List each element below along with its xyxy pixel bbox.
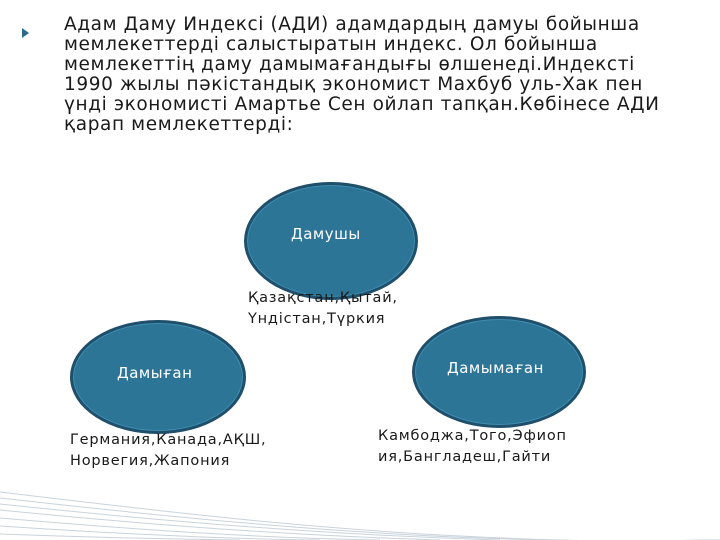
caption-line: Германия,Канада,АҚШ,: [70, 432, 267, 448]
developed-label: Дамыған: [117, 364, 193, 382]
paragraph-line: мемлекеттің даму дамымағандығы өлшенеді.Индексті: [64, 54, 635, 75]
caption-line: Үндістан,Түркия: [248, 311, 386, 327]
paragraph-line: мемлекеттерді салыстыратын индекс. Ол бойынша: [64, 34, 598, 55]
caption-line: Норвегия,Жапония: [70, 453, 231, 469]
caption-line: Камбоджа,Того,Эфиоп: [378, 428, 567, 444]
caption-line: Қазақстан,Қытай,: [248, 290, 398, 306]
caption-line: ия,Бангладеш,Гайти: [378, 449, 552, 465]
paragraph-line: үнді экономисті Амартье Сен ойлап тапқан.Көбінесе АДИ: [64, 94, 660, 115]
developing-circle: [244, 182, 418, 300]
decorative-wave-lines: [0, 440, 720, 540]
developed-circle: [70, 320, 246, 434]
paragraph-line: Адам Даму Индексі (АДИ) адамдардың дамуы бойынша: [64, 14, 640, 35]
undeveloped-circle: [412, 316, 586, 428]
developing-countries-caption: [248, 288, 398, 330]
developing-label: Дамушы: [291, 225, 361, 243]
paragraph-line: қарап мемлекеттерді:: [64, 114, 294, 135]
bullet-arrow-icon: [22, 28, 29, 38]
intro-paragraph: [64, 15, 704, 135]
undeveloped-label: Дамымаған: [447, 359, 544, 377]
paragraph-line: 1990 жылы пәкістандық экономист Махбуб уль-Хак пен: [64, 74, 643, 95]
